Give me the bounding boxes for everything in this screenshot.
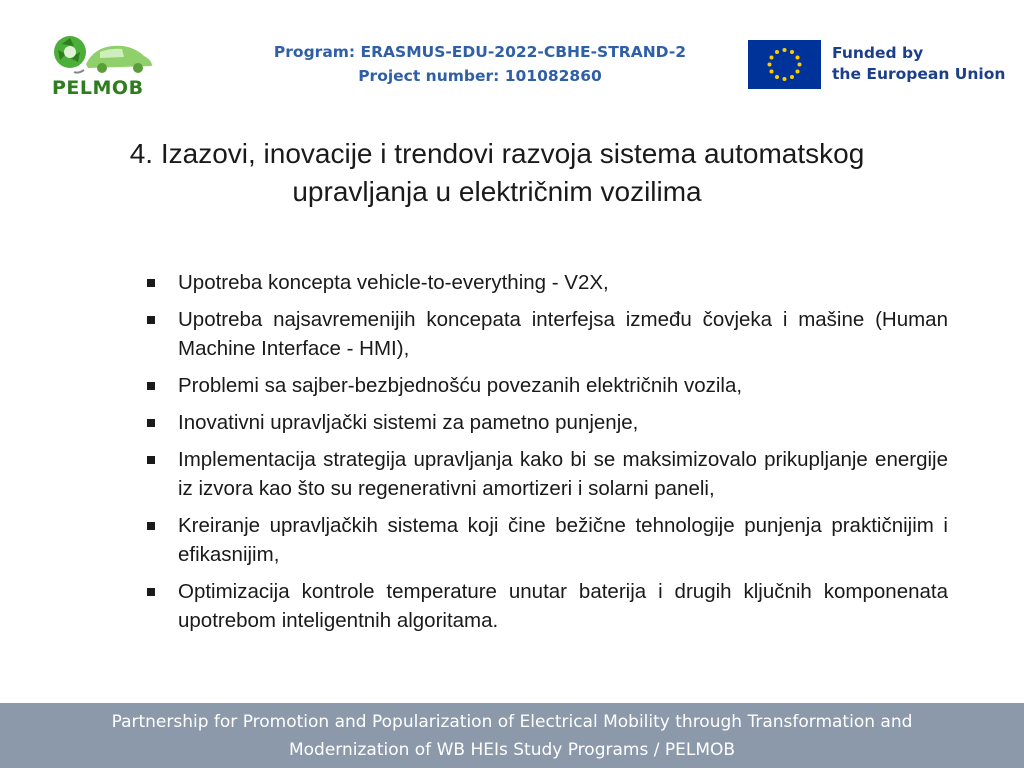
- eu-line-1: Funded by: [832, 44, 924, 62]
- bullet-text: Problemi sa sajber-bezbjednošću povezanih električnih vozila,: [178, 374, 743, 397]
- bullet-text: Inovativni upravljački sistemi za pametno punjenje,: [178, 411, 639, 434]
- logo-text: PELMOB: [52, 77, 144, 99]
- square-bullet-icon: [147, 382, 155, 390]
- bullet-text: Kreiranje upravljačkih sistema koji čine bežične tehnologije punjenja praktičnijim i efikasnijim,: [178, 514, 948, 566]
- bullet-text: Upotreba koncepta vehicle-to-everything - V2X,: [178, 271, 609, 294]
- footer-line-1: Partnership for Promotion and Popularization of Electrical Mobility through Transformation and: [111, 712, 913, 732]
- square-bullet-icon: [147, 316, 155, 324]
- square-bullet-icon: [147, 588, 155, 596]
- title-line-2: upravljanja u električnim vozilima: [292, 176, 702, 207]
- program-name: Program: ERASMUS-EDU-2022-CBHE-STRAND-2: [273, 43, 687, 61]
- title-line-1: 4. Izazovi, inovacije i trendovi razvoja sistema automatskog: [129, 138, 865, 169]
- square-bullet-icon: [147, 456, 155, 464]
- eu-line-2: the European Union: [832, 65, 1006, 83]
- bullet-item: [145, 577, 948, 635]
- bullet-item: [145, 408, 948, 437]
- bullet-item: [145, 445, 948, 503]
- footer-line-2: Modernization of WB HEIs Study Programs / PELMOB: [288, 740, 736, 760]
- bullet-item: [145, 511, 948, 569]
- bullet-text: Optimizacija kontrole temperature unutar baterija i drugih ključnih komponenata upotrebom inteligentnih algoritama.: [178, 580, 948, 632]
- slide-header: [0, 0, 1024, 110]
- square-bullet-icon: [147, 279, 155, 287]
- project-number: Project number: 101082860: [358, 67, 602, 85]
- eu-flag-icon: [748, 40, 821, 89]
- bullet-text: Implementacija strategija upravljanja kako bi se maksimizovalo prikupljanje energije iz izvora kao što su regenerativni amortizeri i solarni paneli,: [178, 448, 948, 500]
- program-info: [270, 40, 690, 88]
- pelmob-logo: [44, 30, 156, 102]
- square-bullet-icon: [147, 522, 155, 530]
- eu-funding-label: [832, 43, 1005, 85]
- slide-footer: [0, 703, 1024, 768]
- recycle-car-icon: [44, 30, 156, 80]
- bullet-item: [145, 268, 948, 297]
- bullet-text: Upotreba najsavremenijih koncepata interfejsa između čovjeka i mašine (Human Machine Interface - HMI),: [178, 308, 948, 360]
- bullet-item: [145, 371, 948, 400]
- slide-title: [40, 135, 954, 211]
- bullet-item: [145, 305, 948, 363]
- square-bullet-icon: [147, 419, 155, 427]
- bullet-list: [145, 268, 948, 643]
